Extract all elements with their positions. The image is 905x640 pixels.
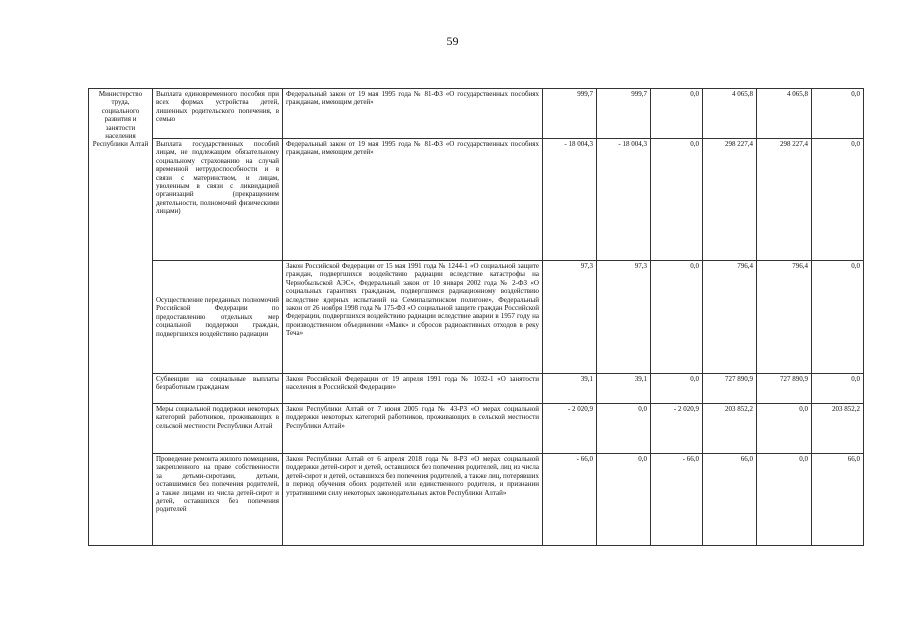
value-cell: 39,1 bbox=[543, 374, 597, 404]
value-cell: 0,0 bbox=[812, 89, 864, 139]
ministry-cell: Министерство труда, социального развития и занятости населения Республики Алтай bbox=[89, 89, 153, 546]
value-cell: 97,3 bbox=[597, 261, 651, 374]
value-cell: 4 065,8 bbox=[757, 89, 812, 139]
law-cell: Закон Российской Федерации от 15 мая 1991 года № 1244-1 «О социальной защите граждан, подвергшихся воздействию радиации вследствие катастрофы на Чернобыльской АЭС», Федеральный закон от 10 января 2002 года № 2-ФЗ «О социальных гарантиях гражданам, подвергшимся радиационному воздействию вследствие ядерных испытаний на Семипалатинском полигоне», Федеральный закон от 26 ноября 1998 года № 175-ФЗ «О социальной защите граждан Российской Федерации, подвергшихся воздействию радиации вследствие аварии в 1957 году на производственном объединении «Маяк» и сбросов радиоактивных отходов в реку Теча» bbox=[283, 261, 543, 374]
table-row bbox=[89, 374, 864, 404]
value-cell: - 2 020,9 bbox=[543, 404, 597, 454]
measure-cell: Выплата государственных пособий лицам, не подлежащим обязательному социальному страхованию на случай временной нетрудоспособности и в связи с материнством, и лицам, уволенным в связи с ликвидацией организаций (прекращением деятельности, полномочий физическими лицами) bbox=[153, 139, 283, 261]
value-cell: 796,4 bbox=[757, 261, 812, 374]
table-row bbox=[89, 454, 864, 546]
value-cell: - 18 004,3 bbox=[543, 139, 597, 261]
value-cell: - 66,0 bbox=[543, 454, 597, 546]
value-cell: 66,0 bbox=[812, 454, 864, 546]
value-cell: 727 890,9 bbox=[757, 374, 812, 404]
value-cell: 0,0 bbox=[597, 454, 651, 546]
law-cell: Федеральный закон от 19 мая 1995 года № 81-ФЗ «О государственных пособиях гражданам, имеющим детей» bbox=[283, 89, 543, 139]
value-cell: - 66,0 bbox=[651, 454, 703, 546]
value-cell: 0,0 bbox=[651, 139, 703, 261]
value-cell: 999,7 bbox=[597, 89, 651, 139]
value-cell: 4 065,8 bbox=[703, 89, 757, 139]
value-cell: - 2 020,9 bbox=[651, 404, 703, 454]
value-cell: 0,0 bbox=[651, 374, 703, 404]
value-cell: 298 227,4 bbox=[757, 139, 812, 261]
value-cell: 727 890,9 bbox=[703, 374, 757, 404]
value-cell: - 18 004,3 bbox=[597, 139, 651, 261]
table-row bbox=[89, 261, 864, 374]
value-cell: 203 852,2 bbox=[812, 404, 864, 454]
measure-cell: Проведение ремонта жилого помещения, закрепленного на праве собственности за детьми-сиротами, детьми, оставшимися без попечения родителей, а также лицами из числа детей-сирот и детей, оставшихся без попечения родителей bbox=[153, 454, 283, 546]
law-cell: Закон Республики Алтай от 7 июня 2005 года № 43-РЗ «О мерах социальной поддержки некоторых категорий работников, проживающих в сельской местности Республики Алтай» bbox=[283, 404, 543, 454]
value-cell: 39,1 bbox=[597, 374, 651, 404]
measure-cell: Субвенции на социальные выплаты безработным гражданам bbox=[153, 374, 283, 404]
law-cell: Федеральный закон от 19 мая 1995 года № 81-ФЗ «О государственных пособиях гражданам, имеющим детей» bbox=[283, 139, 543, 261]
measure-cell: Осуществление переданных полномочий Российской Федерации по предоставлению отдельных мер социальной поддержки граждан, подвергшихся воздействию радиации bbox=[153, 261, 283, 374]
value-cell: 66,0 bbox=[703, 454, 757, 546]
table-row bbox=[89, 139, 864, 261]
table-row bbox=[89, 404, 864, 454]
value-cell: 0,0 bbox=[597, 404, 651, 454]
value-cell: 298 227,4 bbox=[703, 139, 757, 261]
law-cell: Закон Республики Алтай от 6 апреля 2018 года № 8-РЗ «О мерах социальной поддержки детей-сирот и детей, оставшихся без попечения родителей, лиц из числа детей-сирот и детей, оставшихся без попечения родителей, а также лиц, потерявших в период обучения обоих родителей или единственного родителя, и признании утратившими силу некоторых законодательных актов Республики Алтай» bbox=[283, 454, 543, 546]
value-cell: 97,3 bbox=[543, 261, 597, 374]
value-cell: 0,0 bbox=[757, 454, 812, 546]
measure-cell: Меры социальной поддержки некоторых категорий работников, проживающих в сельской местности Республики Алтай bbox=[153, 404, 283, 454]
table-row bbox=[89, 89, 864, 139]
budget-table bbox=[88, 88, 864, 546]
value-cell: 0,0 bbox=[812, 374, 864, 404]
value-cell: 203 852,2 bbox=[703, 404, 757, 454]
value-cell: 999,7 bbox=[543, 89, 597, 139]
law-cell: Закон Российской Федерации от 19 апреля 1991 года № 1032-1 «О занятости населения в Российской Федерации» bbox=[283, 374, 543, 404]
value-cell: 0,0 bbox=[651, 89, 703, 139]
value-cell: 796,4 bbox=[703, 261, 757, 374]
value-cell: 0,0 bbox=[757, 404, 812, 454]
value-cell: 0,0 bbox=[812, 139, 864, 261]
value-cell: 0,0 bbox=[651, 261, 703, 374]
value-cell: 0,0 bbox=[812, 261, 864, 374]
measure-cell: Выплата единовременного пособия при всех формах устройства детей, лишенных родительского попечения, в семью bbox=[153, 89, 283, 139]
page-number: 59 bbox=[446, 34, 459, 48]
